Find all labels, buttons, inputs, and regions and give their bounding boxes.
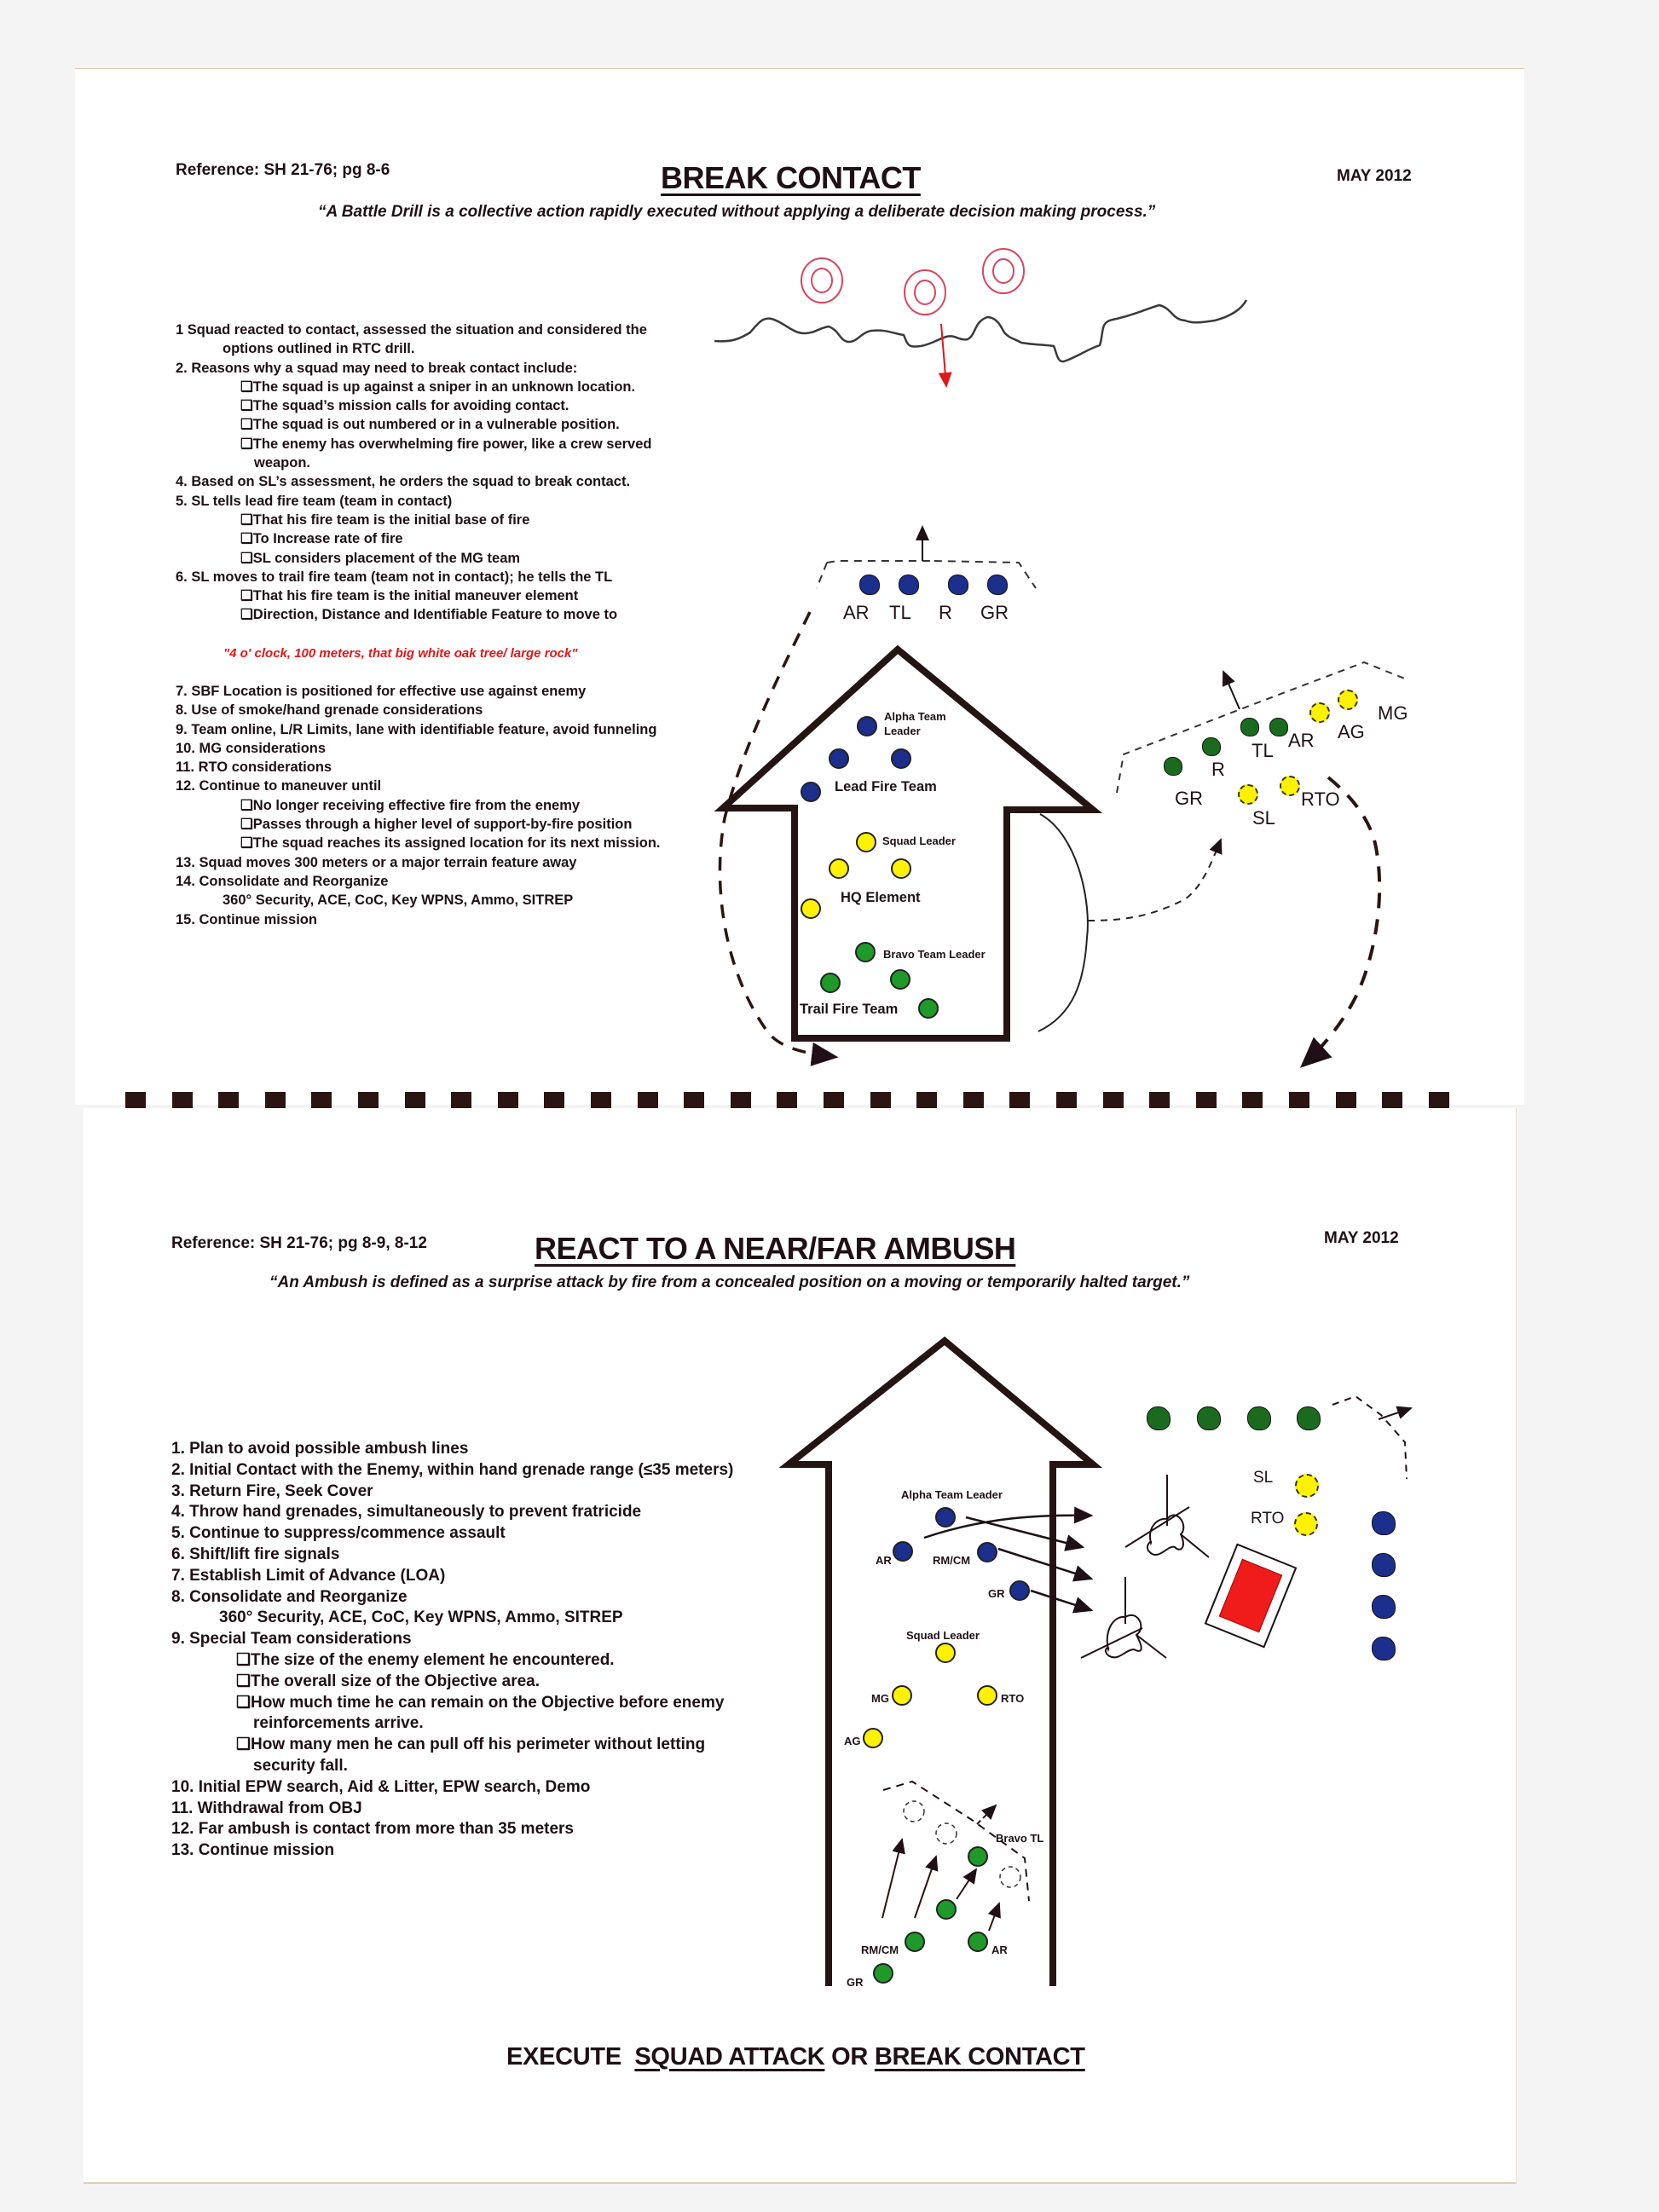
step-line: 13. Continue mission xyxy=(171,1841,335,1860)
alpha-team-leader-icon xyxy=(935,1507,956,1528)
squad-leader-icon xyxy=(935,1643,956,1663)
step-line: 6. Shift/lift fire signals xyxy=(171,1545,340,1563)
enemy-bunker-icon xyxy=(1125,1475,1209,1557)
step-line: 13. Squad moves 300 meters or a major terrain feature away xyxy=(176,854,577,870)
top-title: BREAK CONTACT xyxy=(661,160,921,195)
label-r: R xyxy=(939,602,952,623)
top-quote: “A Battle Drill is a collective action rapidly executed without applying a deliberate decision making process.” xyxy=(318,203,1156,221)
previous-position-icon xyxy=(1000,1867,1020,1887)
sbf-label-rto: RTO xyxy=(1301,788,1340,810)
step-line: 1. Plan to avoid possible ambush lines xyxy=(171,1440,469,1458)
top-reference: Reference: SH 21-76; pg 8-6 xyxy=(176,161,390,179)
step-line: reinforcements arrive. xyxy=(253,1714,424,1733)
assault-soldier-icon xyxy=(1197,1406,1221,1430)
step-line: ❑The enemy has overwhelming fire power, like a crew served xyxy=(240,436,652,452)
right-label-sl: SL xyxy=(1253,1469,1274,1487)
step-line: 12. Continue to maneuver until xyxy=(176,778,382,794)
sbf-label-ag: AG xyxy=(1338,721,1365,742)
shift-direction-arrow xyxy=(1379,1408,1411,1419)
sl-icon xyxy=(1295,1474,1319,1498)
label-mg: MG xyxy=(871,1692,889,1705)
fire-arrow xyxy=(998,1549,1091,1579)
previous-position-icon xyxy=(904,1801,924,1822)
step-line: ❑That his fire team is the initial maneuver element xyxy=(240,588,579,604)
step-line: ❑How much time he can remain on the Objective before enemy xyxy=(236,1693,725,1712)
bottom-date: MAY 2012 xyxy=(1324,1229,1399,1247)
bravo-team-leader-label: Bravo Team Leader xyxy=(883,948,986,961)
step-line: ❑The squad is out numbered or in a vulnerable position. xyxy=(240,417,620,433)
rto-icon xyxy=(1294,1512,1318,1536)
assault-soldier-icon xyxy=(1147,1406,1171,1430)
label-gr: GR xyxy=(980,602,1009,623)
step-line: 15. Continue mission xyxy=(176,911,317,927)
assault-soldier-icon xyxy=(1247,1406,1271,1430)
step-line: ❑To Increase rate of fire xyxy=(240,531,403,547)
step-line: ❑The squad is up against a sniper in an unknown location. xyxy=(240,378,636,395)
assault-soldier-icon xyxy=(1297,1406,1321,1430)
label-ar: AR xyxy=(876,1554,892,1567)
step-line: 12. Far ambush is contact from more than 35 meters xyxy=(171,1820,574,1839)
rmcm-icon xyxy=(977,1542,997,1562)
gr-icon xyxy=(1009,1580,1030,1601)
label-rto: RTO xyxy=(1001,1692,1025,1705)
step-line: 2. Reasons why a squad may need to break contact include: xyxy=(176,360,578,376)
execute-prefix: EXECUTE xyxy=(506,2043,621,2071)
step-line: 5. SL tells lead fire team (team in contact) xyxy=(176,493,453,509)
step-line: ❑Direction, Distance and Identifiable Feature to move to xyxy=(240,607,618,623)
alpha-team-leader-label-line1: Alpha Team xyxy=(884,710,946,723)
step-line: ❑No longer receiving effective fire from the enemy xyxy=(240,797,581,813)
bravo-move-arrow xyxy=(977,1805,996,1824)
step-line: 5. Continue to suppress/commence assault xyxy=(171,1524,506,1543)
step-line: 7. Establish Limit of Advance (LOA) xyxy=(171,1566,446,1585)
alpha-team-leader-label-line2: Leader xyxy=(884,725,921,737)
execute-joiner: OR xyxy=(831,2043,869,2071)
step-line: 4. Based on SL’s assessment, he orders the squad to break contact. xyxy=(176,474,631,490)
fire-arrow xyxy=(1031,1591,1091,1610)
step-line: 1 Squad reacted to contact, assessed the situation and considered the xyxy=(176,322,647,338)
assault-line-boundary xyxy=(1332,1396,1407,1479)
step-line: 2. Initial Contact with the Enemy, within hand grenade range (≤35 meters) xyxy=(171,1460,734,1479)
step-line: 10. MG considerations xyxy=(176,740,327,756)
sbf-label-tl: TL xyxy=(1251,740,1274,761)
squad-leader-label: Squad Leader xyxy=(906,1629,980,1642)
label-bravo-ar: AR xyxy=(991,1943,1008,1956)
mg-icon xyxy=(892,1685,912,1706)
objective-marker xyxy=(1205,1545,1296,1647)
top-red-quote: "4 o' clock, 100 meters, that big white oak tree/ large rock" xyxy=(223,646,578,661)
squad-leader-label: Squad Leader xyxy=(882,835,956,847)
sbf-label-gr: GR xyxy=(1175,788,1203,809)
step-line: 4. Throw hand grenades, simultaneously to prevent fratricide xyxy=(171,1503,642,1522)
ar-icon xyxy=(968,1932,988,1952)
hq-element-label: HQ Element xyxy=(841,890,921,905)
alpha-soldier-icon xyxy=(1372,1637,1396,1660)
step-line: 11. RTO considerations xyxy=(176,759,332,776)
alpha-soldier-icon xyxy=(1372,1511,1396,1535)
execute-option-squad-attack: SQUAD ATTACK xyxy=(634,2043,825,2071)
bravo-soldier-icon xyxy=(936,1899,957,1920)
bottom-reference: Reference: SH 21-76; pg 8-9, 8-12 xyxy=(171,1234,427,1252)
label-rmcm: RM/CM xyxy=(933,1554,971,1567)
step-line: 9. Special Team considerations xyxy=(171,1630,412,1649)
sbf-label-mg: MG xyxy=(1378,702,1408,724)
previous-position-icon xyxy=(936,1823,957,1844)
label-bravo-gr: GR xyxy=(847,1976,864,1989)
sbf-label-ar: AR xyxy=(1288,730,1315,751)
top-date: MAY 2012 xyxy=(1337,167,1412,185)
step-line: ❑Passes through a higher level of support-by-fire position xyxy=(240,817,633,833)
sbf-label-sl: SL xyxy=(1252,807,1275,829)
execute-option-break-contact: BREAK CONTACT xyxy=(874,2043,1085,2071)
step-line: 360° Security, ACE, CoC, Key WPNS, Ammo, SITREP xyxy=(223,892,574,909)
step-line: 7. SBF Location is positioned for effective use against enemy xyxy=(176,684,587,699)
right-label-rto: RTO xyxy=(1251,1510,1285,1528)
step-line: ❑SL considers placement of the MG team xyxy=(240,550,521,566)
step-line: 8. Use of smoke/hand grenade considerations xyxy=(176,702,483,719)
bravo-move-arrow xyxy=(989,1903,999,1931)
step-line: ❑That his fire team is the initial base of fire xyxy=(240,511,530,528)
rto-icon xyxy=(977,1685,997,1706)
step-line: ❑The overall size of the Objective area. xyxy=(236,1672,540,1690)
alpha-soldier-icon xyxy=(1372,1595,1396,1619)
bottom-quote: “An Ambush is defined as a surprise attack by fire from a concealed position on a moving or temporarily halted target.” xyxy=(269,1273,1190,1291)
step-line: ❑The squad’s mission calls for avoiding contact. xyxy=(240,398,569,414)
bravo-move-arrow xyxy=(915,1857,936,1918)
formation-arrow-outline xyxy=(789,1341,1093,1986)
step-line: ❑How many men he can pull off his perimeter without letting xyxy=(236,1736,706,1754)
step-line: 9. Team online, L/R Limits, lane with identifiable feature, avoid funneling xyxy=(176,721,657,737)
ag-icon xyxy=(863,1728,883,1748)
step-line: 10. Initial EPW search, Aid & Litter, EPW search, Demo xyxy=(171,1777,591,1796)
step-line: 3. Return Fire, Seek Cover xyxy=(171,1481,373,1500)
label-gr: GR xyxy=(988,1587,1005,1600)
gr-icon xyxy=(873,1963,893,1984)
step-line: 360° Security, ACE, CoC, Key WPNS, Ammo, SITREP xyxy=(219,1608,623,1627)
step-line: 6. SL moves to trail fire team (team not in contact); he tells the TL xyxy=(176,569,613,585)
step-line: security fall. xyxy=(253,1756,348,1775)
enemy-bunker-icon xyxy=(1081,1577,1166,1658)
label-ag: AG xyxy=(844,1735,861,1747)
bravo-tl-icon xyxy=(968,1846,988,1867)
sbf-label-r: R xyxy=(1211,759,1225,780)
rmcm-icon xyxy=(905,1932,925,1952)
bravo-move-arrow xyxy=(882,1839,902,1918)
trail-fire-team-label: Trail Fire Team xyxy=(800,1002,899,1017)
step-line: options outlined in RTC drill. xyxy=(223,341,415,357)
label-ar: AR xyxy=(843,602,870,623)
step-line: ❑The squad reaches its assigned location for its next mission. xyxy=(240,835,661,852)
bravo-move-arrow xyxy=(957,1869,976,1899)
label-bravo-rmcm: RM/CM xyxy=(861,1943,899,1956)
step-line: 8. Consolidate and Reorganize xyxy=(171,1587,408,1606)
step-line: 14. Consolidate and Reorganize xyxy=(176,873,389,889)
execute-instruction xyxy=(506,2043,1085,2071)
label-tl: TL xyxy=(889,602,911,623)
bravo-tl-label: Bravo TL xyxy=(996,1832,1044,1845)
alpha-team-leader-label: Alpha Team Leader xyxy=(901,1488,1003,1501)
ar-icon xyxy=(893,1541,913,1562)
step-line: weapon. xyxy=(254,455,311,471)
bottom-title: REACT TO A NEAR/FAR AMBUSH xyxy=(535,1231,1016,1266)
step-line: ❑The size of the enemy element he encountered. xyxy=(236,1650,615,1669)
alpha-soldier-icon xyxy=(1372,1553,1396,1577)
step-line: 11. Withdrawal from OBJ xyxy=(171,1799,362,1817)
lead-fire-team-label: Lead Fire Team xyxy=(835,779,937,794)
